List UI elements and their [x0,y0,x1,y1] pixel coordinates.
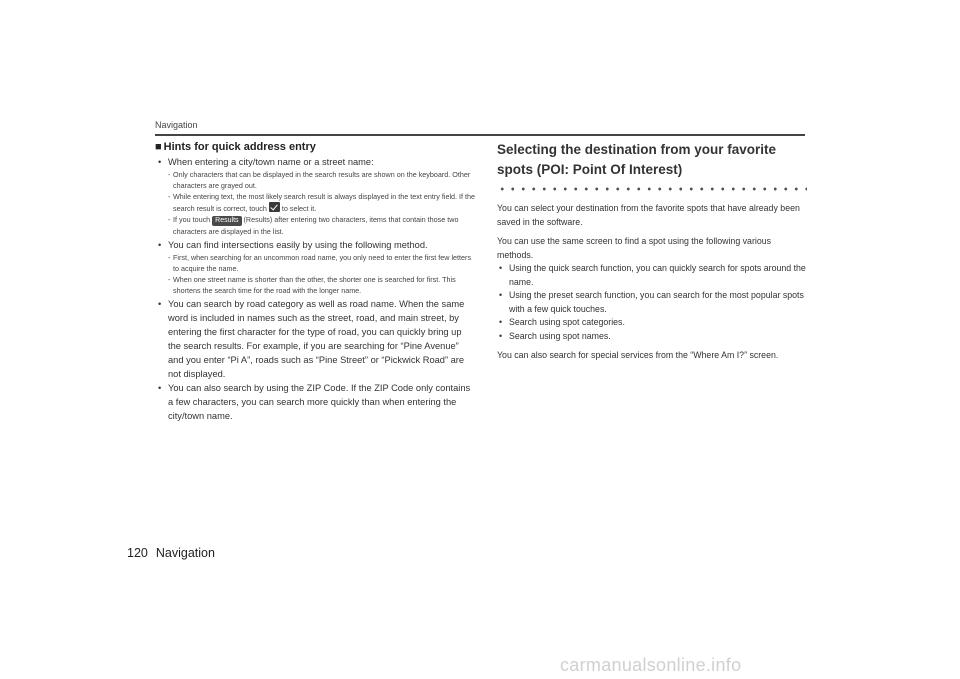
sub-list [168,252,475,296]
poi-heading: Selecting the destination from your favorite spots (POI: Point Of Interest) [497,142,777,177]
sub-item: - When one street name is shorter than the other, the shorter one is searched for first. This shortens the search time for the road with the longer name. [168,274,475,296]
sub-item: - First, when searching for an uncommon road name, you only need to enter the first few letters to acquire the name. [168,252,475,274]
poi-para2: You can use the same screen to find a spot using the following various methods. [497,236,772,260]
header-divider [155,134,805,136]
sub-list [168,169,475,237]
list-item: • You can also search by using the ZIP Code. If the ZIP Code only contains a few characters, you can search more quickly than when entering the city/town name. [155,381,475,423]
list-item [155,155,475,237]
hints-bullet2-text: You can find intersections easily by using the following method. [168,240,428,250]
sub-text: (Results) after entering two characters, items that contain those two characters are displayed in the list. [173,215,459,236]
results-button: Results [212,216,241,226]
poi-column [497,140,807,363]
sub-item [168,214,475,237]
list-item: • Using the quick search function, you can quickly search for spots around the name. [497,262,807,289]
hints-list [155,155,475,423]
poi-para3: You can also search for special services from the “Where Am I?” screen. [497,350,779,360]
sub-item: - Only characters that can be displayed in the search results are shown on the keyboard. Other characters are grayed out. [168,169,475,191]
dotted-divider [497,186,807,192]
list-item [155,238,475,296]
hints-title [155,141,475,153]
list-item: • Using the preset search function, you can search for the most popular spots with a few quick touches. [497,289,807,316]
sub-text: While entering text, the most likely search result is always displayed in the text entry field. If the search result is correct, touch [173,192,476,213]
poi-para1: You can select your destination from the favorite spots that have already been saved in the software. [497,203,800,227]
hints-column [155,141,475,423]
sub-text: to select it. [281,204,317,213]
poi-methods-list [497,262,807,343]
square-bullet-icon: ■ [155,141,162,153]
watermark: carmanualsonline.info [560,655,742,675]
checkmark-icon [269,202,280,212]
header-section-label: Navigation [155,120,198,130]
hints-title-text: Hints for quick address entry [163,141,316,153]
list-item: • Search using spot categories. [497,316,807,330]
footer-section: Navigation [155,546,215,560]
page-number: 120 [127,546,148,560]
page-footer [127,546,215,560]
sub-item [168,191,475,214]
sub-text: If you touch [173,215,211,224]
hints-bullet1-text: When entering a city/town name or a street name: [168,157,374,167]
list-item: • You can search by road category as well as road name. When the same word is included in names such as the street, road, and main street, by entering the first character for the type of road, you can quickly bring up the search results. For example, if you are searching for “Pine Avenue” and you enter “Pi A”, roads such as “Pine Street” or “Pickwick Road” are not displayed. [155,297,475,381]
list-item: • Search using spot names. [497,330,807,344]
